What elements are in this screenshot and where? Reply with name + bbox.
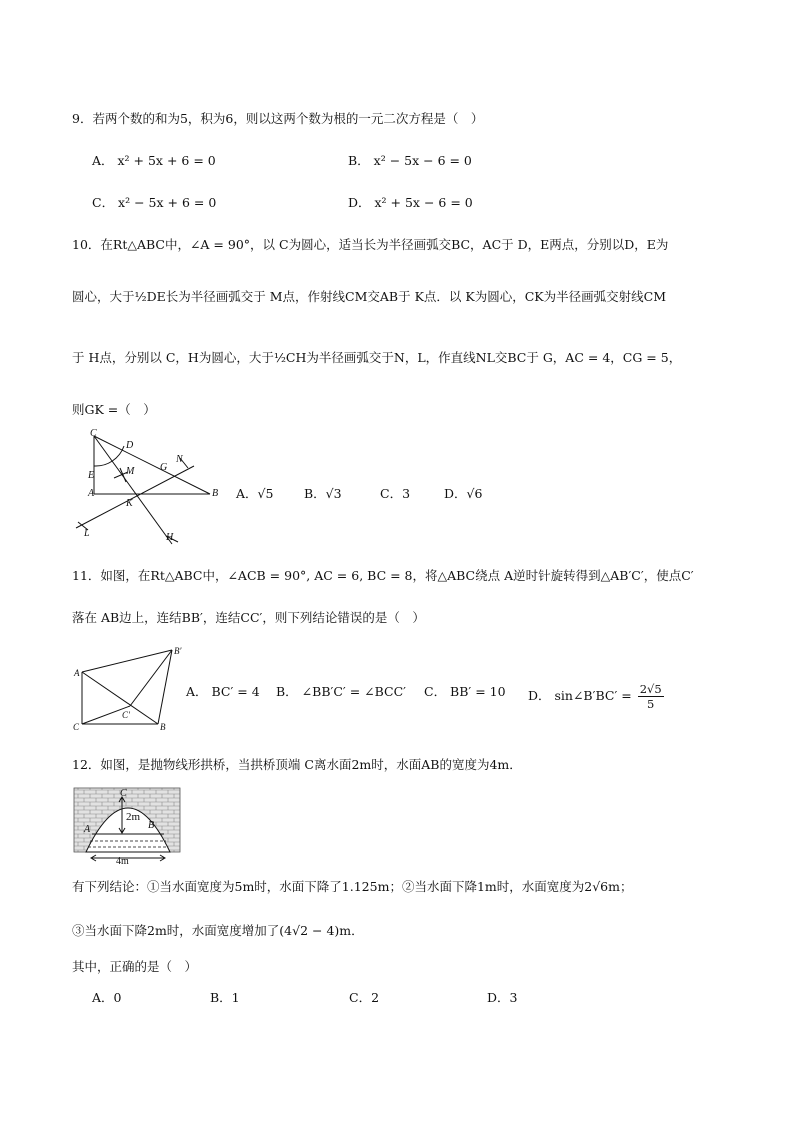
q12-option-c: C．2 xyxy=(349,990,380,1005)
q10-line-3: 于 H点，分别以 C，H为圆心，大于½CH为半径画弧交于N，L，作直线NL交BC于 G，AC = 4，CG = 5， xyxy=(72,350,682,365)
q12-figure xyxy=(72,786,184,866)
q12-fig-label-height: 2m xyxy=(126,811,141,823)
q10-option-b: B．√3 xyxy=(304,486,342,501)
q12-line-1: 有下列结论：①当水面宽度为5m时，水面下降了1.125m；②当水面下降1m时，水面宽度为2√6m； xyxy=(72,879,633,894)
q11-option-d-fraction xyxy=(638,682,664,711)
q9-stem: 9．若两个数的和为5，积为6，则以这两个数为根的一元二次方程是（ ） xyxy=(72,111,484,126)
q10-fig-label-c: C xyxy=(90,428,97,439)
q12-line-3: 其中，正确的是（ ） xyxy=(72,959,198,974)
q10-option-a: A．√5 xyxy=(236,486,274,501)
q10-fig-label-m: M xyxy=(126,466,135,477)
q11-fig-label-b-prime: B′ xyxy=(174,646,182,656)
q11-option-d-prefix: D． sin∠B′BC′ = xyxy=(528,688,632,703)
q10-fig-label-e: E xyxy=(88,470,95,481)
q10-line-2: 圆心，大于½DE长为半径画弧交于 M点，作射线CM交AB于 K点．以 K为圆心，CK为半径画弧交射线CM xyxy=(72,289,667,304)
q12-fig-label-a: A xyxy=(84,824,91,835)
q11-option-d-numerator: 2√5 xyxy=(639,682,662,696)
q10-option-d: D．√6 xyxy=(444,486,483,501)
q11-fig-label-a: A xyxy=(74,668,80,678)
q12-option-a: A．0 xyxy=(92,990,122,1005)
q12-option-d: D．3 xyxy=(487,990,518,1005)
q10-fig-label-d: D xyxy=(126,440,134,451)
q11-option-b: B． ∠BB′C′ = ∠BCC′ xyxy=(276,684,407,699)
q10-fig-label-h: H xyxy=(166,532,174,543)
q12-line-2: ③当水面下降2m时，水面宽度增加了(4√2 − 4)m． xyxy=(72,923,364,938)
q11-option-a: A． BC′ = 4 xyxy=(186,684,260,699)
q11-line-1: 11．如图，在Rt△ABC中，∠ACB = 90°, AC = 6, BC = 8，将△ABC绕点 A逆时针旋转得到△AB′C′，使点C′ xyxy=(72,568,694,583)
q12-stem: 12．如图，是抛物线形拱桥，当拱桥顶端 C离水面2m时，水面AB的宽度为4m． xyxy=(72,757,522,772)
q10-fig-label-k: K xyxy=(126,498,133,509)
q10-fig-label-n: N xyxy=(176,454,183,465)
q10-fig-label-b: B xyxy=(212,488,219,499)
q11-option-c: C． BB′ = 10 xyxy=(424,684,506,699)
q9-option-b: B． x² − 5x − 6 = 0 xyxy=(348,153,472,168)
q11-fig-label-c: C xyxy=(73,722,80,732)
q11-fig-label-c-prime: C′ xyxy=(122,710,130,720)
q12-fig-label-b: B xyxy=(148,820,155,831)
q10-line-4: 则GK =（ ） xyxy=(72,402,156,417)
q11-figure xyxy=(70,642,186,734)
q10-fig-label-l: L xyxy=(84,528,90,539)
q12-fig-label-width: 4m xyxy=(116,856,129,866)
q10-figure xyxy=(70,428,230,556)
q9-option-c: C． x² − 5x + 6 = 0 xyxy=(92,195,217,210)
q11-option-d-denominator: 5 xyxy=(647,697,655,711)
q10-option-c: C．3 xyxy=(380,486,411,501)
q10-fig-label-g: G xyxy=(160,462,168,473)
q10-fig-label-a: A xyxy=(88,488,95,499)
q11-fig-label-b: B xyxy=(160,722,166,732)
q9-option-a: A． x² + 5x + 6 = 0 xyxy=(92,153,216,168)
q12-fig-label-c: C xyxy=(120,788,127,799)
q11-line-2: 落在 AB边上，连结BB′，连结CC′，则下列结论错误的是（ ） xyxy=(72,610,425,625)
q11-option-d xyxy=(528,682,664,711)
q9-option-d: D． x² + 5x − 6 = 0 xyxy=(348,195,473,210)
q10-line-1: 10．在Rt△ABC中，∠A = 90°，以 C为圆心，适当长为半径画弧交BC，AC于 D，E两点，分别以D，E为 xyxy=(72,237,669,252)
q12-option-b: B．1 xyxy=(210,990,240,1005)
